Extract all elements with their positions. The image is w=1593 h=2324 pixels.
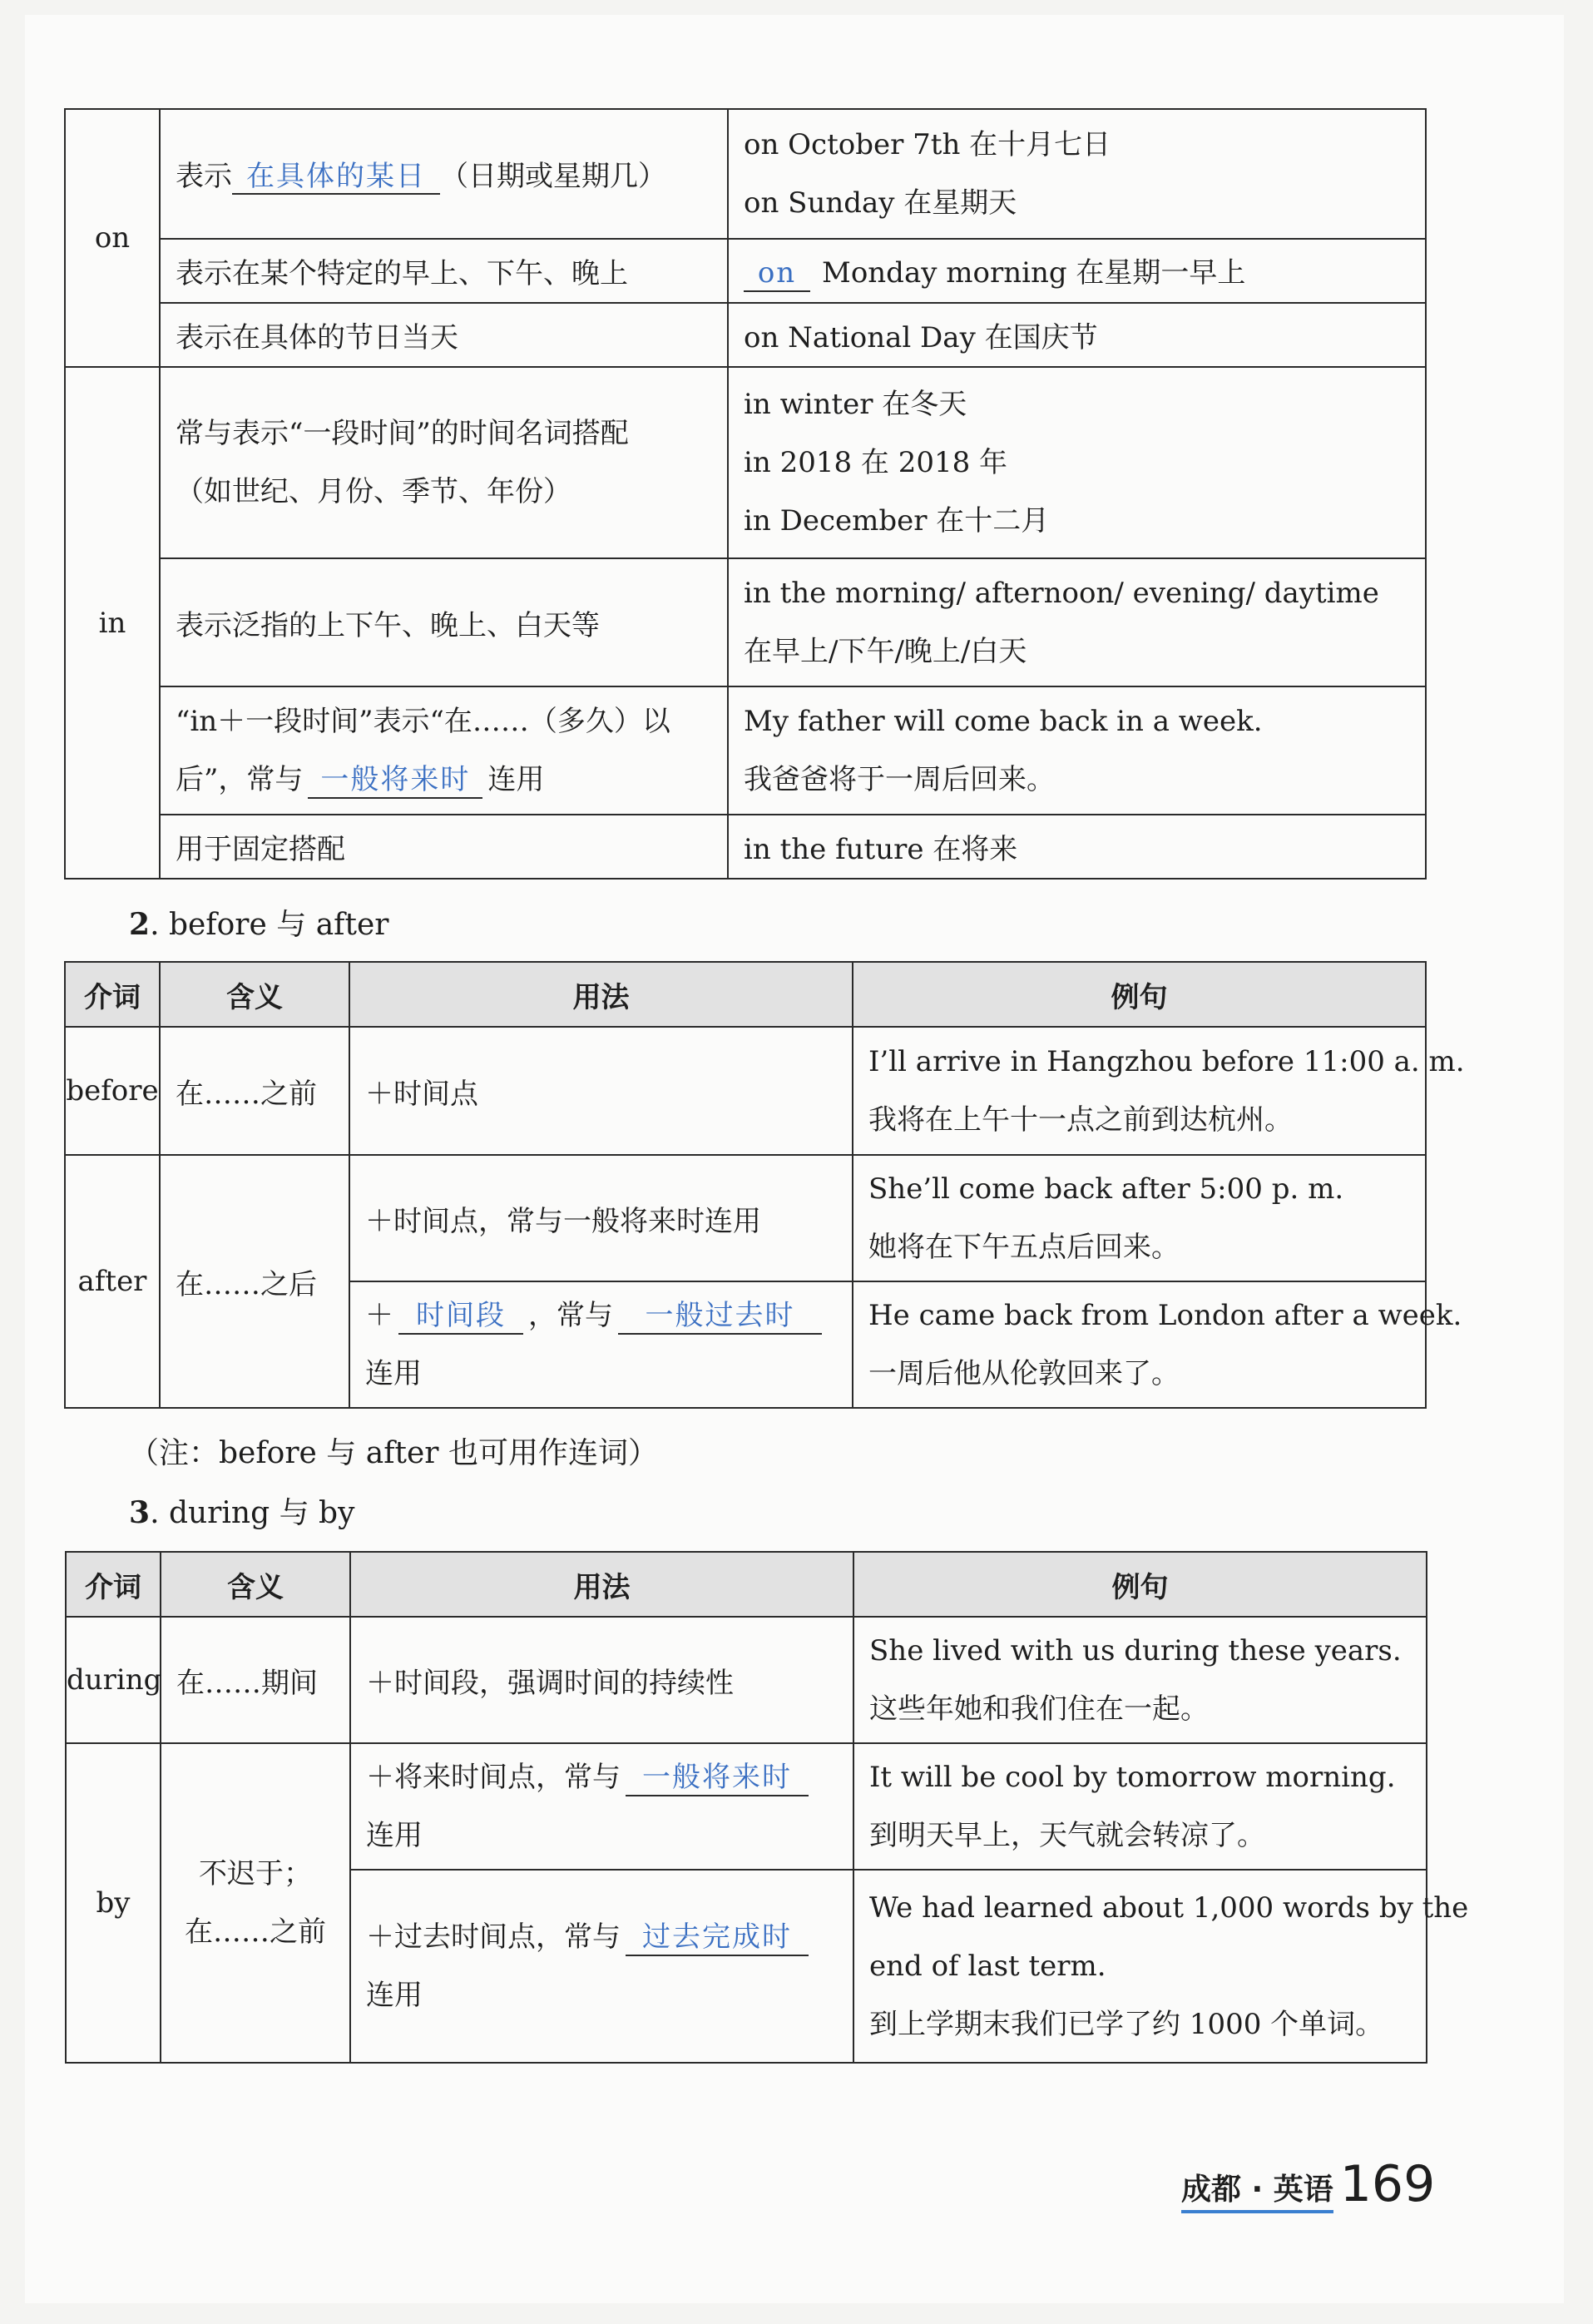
- example-cell: I’ll arrive in Hangzhou before 11:00 a. m. 我将在上午十一点之前到达杭州。: [853, 1027, 1426, 1155]
- example-cell: in winter 在冬天 in 2018 在 2018 年 in December 在十二月: [728, 367, 1426, 558]
- usage-cell: ＋时间段，强调时间的持续性: [350, 1617, 853, 1743]
- example-cell: It will be cool by tomorrow morning. 到明天早上，天气就会转凉了。: [853, 1743, 1427, 1870]
- usage-cell: ＋ 时间段 ，常与 一般过去时 连用: [349, 1281, 853, 1408]
- usage-cell: 表示在具体的节日当天: [160, 303, 728, 367]
- table-during-by: [65, 1551, 1469, 2064]
- answer-blank[interactable]: 一般过去时: [618, 1299, 822, 1335]
- example-cell: on October 7th 在十月七日 on Sunday 在星期天: [728, 109, 1426, 239]
- meaning-cell: 在……之前: [160, 1027, 349, 1155]
- table-on-in: [64, 108, 1427, 880]
- example-cell: She’ll come back after 5:00 p. m. 她将在下午五点后回来。: [853, 1155, 1426, 1281]
- example-cell: on National Day 在国庆节: [728, 303, 1426, 367]
- header-prep: 介词: [66, 1552, 161, 1617]
- example-cell: in the future 在将来: [728, 815, 1426, 879]
- page-footer: [1181, 2155, 1435, 2213]
- answer-blank[interactable]: 在具体的某日: [232, 160, 440, 196]
- footer-label: 成都 · 英语: [1181, 2166, 1333, 2213]
- usage-cell: ＋时间点，常与一般将来时连用: [349, 1155, 853, 1281]
- meaning-cell: 在……之后: [160, 1155, 349, 1408]
- usage-cell: ＋时间点: [349, 1027, 853, 1155]
- section-heading-3: 3. during 与 by: [129, 1495, 355, 1530]
- header-example: 例句: [853, 1552, 1427, 1617]
- usage-cell: 用于固定搭配: [160, 815, 728, 879]
- example-cell: in the morning/ afternoon/ evening/ daytime 在早上/下午/晚上/白天: [728, 558, 1426, 686]
- prep-before-cell: before: [65, 1027, 160, 1155]
- note-text: （注：before 与 after 也可用作连词）: [129, 1436, 658, 1470]
- answer-blank[interactable]: on: [744, 256, 810, 292]
- answer-blank[interactable]: 过去完成时: [626, 1920, 809, 1956]
- usage-cell: 表示在某个特定的早上、下午、晚上: [160, 239, 728, 303]
- meaning-cell: 在……期间: [161, 1617, 350, 1743]
- usage-cell: 表示泛指的上下午、晚上、白天等: [160, 558, 728, 686]
- header-meaning: 含义: [160, 962, 349, 1027]
- header-usage: 用法: [350, 1552, 853, 1617]
- prep-on-cell: on: [65, 109, 160, 367]
- meaning-cell: 不迟于； 在……之前: [161, 1743, 350, 2063]
- usage-cell: “in＋一段时间”表示“在……（多久）以 后”，常与 一般将来时 连用: [160, 686, 728, 815]
- answer-blank[interactable]: 时间段: [398, 1299, 523, 1335]
- usage-cell: 表示 在具体的某日 （日期或星期几）: [160, 109, 728, 239]
- answer-blank[interactable]: 一般将来时: [626, 1761, 809, 1796]
- example-cell: My father will come back in a week. 我爸爸将于一周后回来。: [728, 686, 1426, 815]
- prep-by-cell: by: [66, 1743, 161, 2063]
- usage-cell: ＋将来时间点，常与 一般将来时 连用: [350, 1743, 853, 1870]
- example-cell: We had learned about 1,000 words by the end of last term. 到上学期末我们已学了约 1000 个单词。: [853, 1870, 1427, 2063]
- answer-blank[interactable]: 一般将来时: [308, 763, 482, 799]
- example-cell: He came back from London after a week. 一周后他从伦敦回来了。: [853, 1281, 1426, 1408]
- header-example: 例句: [853, 962, 1426, 1027]
- header-usage: 用法: [349, 962, 853, 1027]
- header-meaning: 含义: [161, 1552, 350, 1617]
- usage-cell: 常与表示“一段时间”的时间名词搭配 （如世纪、月份、季节、年份）: [160, 367, 728, 558]
- example-cell: on Monday morning 在星期一早上: [728, 239, 1426, 303]
- prep-during-cell: during: [66, 1617, 161, 1743]
- prep-in-cell: in: [65, 367, 160, 879]
- table-before-after: [64, 961, 1465, 1409]
- header-prep: 介词: [65, 962, 160, 1027]
- page-number: 169: [1339, 2155, 1436, 2213]
- prep-after-cell: after: [65, 1155, 160, 1408]
- usage-cell: ＋过去时间点，常与 过去完成时 连用: [350, 1870, 853, 2063]
- example-cell: She lived with us during these years. 这些年她和我们住在一起。: [853, 1617, 1427, 1743]
- section-heading-2: 2. before 与 after: [129, 907, 389, 942]
